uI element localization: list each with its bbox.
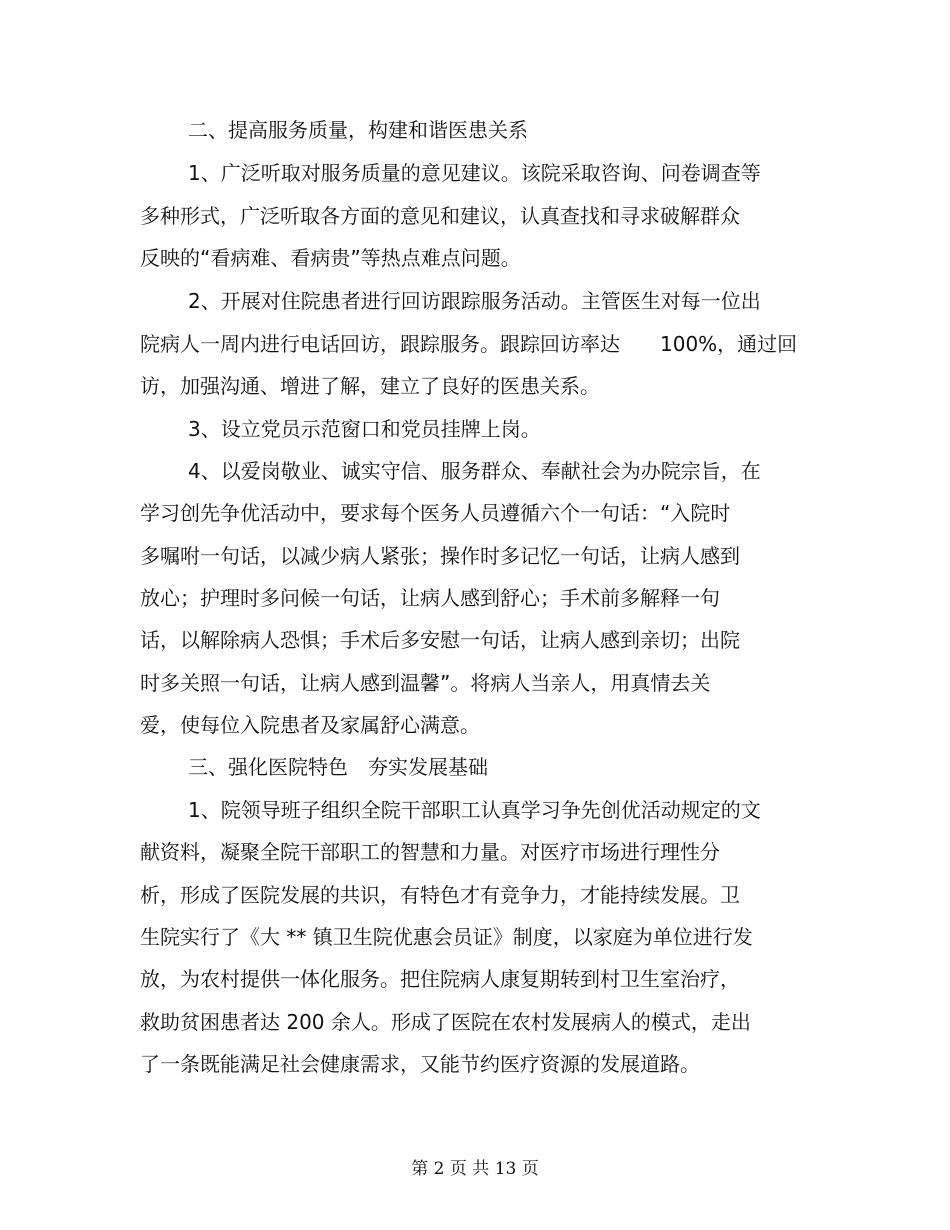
page-number-footer: 第 2 页 共 13 页	[411, 1159, 539, 1179]
paragraph-line: 2、开展对住院患者进行回访跟踪服务活动。主管医生对每一位出	[188, 289, 761, 313]
paragraph-line: 学习创先争优活动中，要求每个医务人员遵循六个一句话：“入院时	[140, 501, 731, 525]
paragraph-line: 放，为农村提供一体化服务。把住院病人康复期转到村卫生室治疗，	[140, 967, 740, 991]
paragraph-line: 反映的“看病难、看病贵”等热点难点问题。	[140, 246, 521, 270]
paragraph-line: 多种形式，广泛听取各方面的意见和建议，认真查找和寻求破解群众	[140, 204, 740, 228]
section-heading-2: 二、提高服务质量，构建和谐医患关系	[188, 118, 528, 142]
section-heading-3: 三、强化医院特色 夯实发展基础	[188, 755, 488, 779]
paragraph-line: 生院实行了《大 ** 镇卫生院优惠会员证》制度，以家庭为单位进行发	[140, 925, 753, 949]
paragraph-line: 了一条既能满足社会健康需求，又能节约医疗资源的发展道路。	[140, 1052, 700, 1076]
paragraph-line: 时多关照一句话，让病人感到温馨”。将病人当亲人，用真情去关	[140, 671, 711, 695]
paragraph-line: 爱，使每位入院患者及家属舒心满意。	[140, 713, 480, 737]
paragraph-line: 3、设立党员示范窗口和党员挂牌上岗。	[188, 417, 541, 441]
paragraph-line: 1、院领导班子组织全院干部职工认真学习争先创优活动规定的文	[188, 798, 761, 822]
paragraph-line: 献资料，凝聚全院干部职工的智慧和力量。对医疗市场进行理性分	[140, 840, 720, 864]
paragraph-line: 访，加强沟通、增进了解，建立了良好的医患关系。	[140, 374, 600, 398]
paragraph-line: 析，形成了医院发展的共识，有特色才有竞争力，才能持续发展。卫	[140, 883, 740, 907]
paragraph-line: 院病人一周内进行电话回访，跟踪服务。跟踪回访率达 100%，通过回	[140, 332, 798, 356]
paragraph-line: 话，以解除病人恐惧；手术后多安慰一句话，让病人感到亲切；出院	[140, 628, 740, 652]
paragraph-line: 救助贫困患者达 200 余人。形成了医院在农村发展病人的模式，走出	[140, 1010, 751, 1034]
paragraph-line: 多嘱咐一句话，以减少病人紧张；操作时多记忆一句话，让病人感到	[140, 544, 740, 568]
paragraph-line: 4、以爱岗敬业、诚实守信、服务群众、奉献社会为办院宗旨，在	[188, 459, 761, 483]
paragraph-line: 放心；护理时多问候一句话，让病人感到舒心；手术前多解释一句	[140, 586, 720, 610]
paragraph-line: 1、广泛听取对服务质量的意见建议。该院采取咨询、问卷调查等	[188, 161, 761, 185]
